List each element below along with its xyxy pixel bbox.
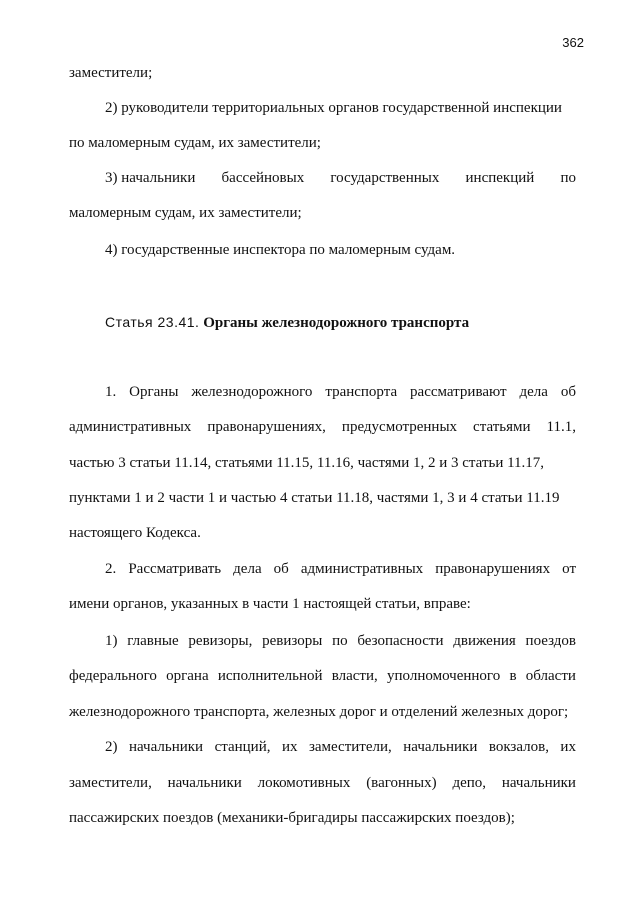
text-word: железнодорожного xyxy=(191,384,313,400)
text-word: локомотивных xyxy=(257,775,351,791)
text-word: области xyxy=(525,668,576,684)
text-word: об xyxy=(273,561,289,577)
text-word: заместители, xyxy=(69,775,152,791)
text-word: в xyxy=(509,668,517,684)
text-word: 2. xyxy=(105,561,117,577)
text-line: маломерным судам, их заместители; xyxy=(69,205,302,221)
text-word: исполнительной xyxy=(217,668,323,684)
text-word: предусмотренных xyxy=(341,419,458,435)
text-word: бассейновых xyxy=(221,170,305,186)
text-word: от xyxy=(562,561,576,577)
text-word: дела xyxy=(519,384,548,400)
text-line xyxy=(105,383,576,401)
text-line xyxy=(69,667,576,685)
text-word: (вагонных) xyxy=(366,775,437,791)
text-word: 1. xyxy=(105,384,117,400)
text-word: органа xyxy=(166,668,209,684)
text-word: главные xyxy=(127,633,179,649)
text-word: уполномоченного xyxy=(387,668,501,684)
text-word: по xyxy=(560,170,576,186)
text-line: настоящего Кодекса. xyxy=(69,525,201,541)
text-word: правонарушениях, xyxy=(207,419,326,435)
text-word: об xyxy=(560,384,576,400)
text-line xyxy=(69,774,576,792)
text-word: 2) xyxy=(105,739,118,755)
text-word: ревизоры, xyxy=(188,633,253,649)
text-word: федерального xyxy=(69,668,157,684)
text-word: начальники xyxy=(128,739,204,755)
article-title: Органы железнодорожного транспорта xyxy=(203,315,470,331)
text-word: правонарушениях xyxy=(435,561,551,577)
text-word: начальники xyxy=(501,775,576,791)
text-line: по маломерным судам, их заместители; xyxy=(69,135,321,151)
text-word: начальники xyxy=(403,739,478,755)
text-line xyxy=(105,169,576,187)
text-line: имени органов, указанных в части 1 настоящей статьи, вправе: xyxy=(69,596,471,612)
text-word: ревизоры xyxy=(262,633,323,649)
text-word: транспорта xyxy=(325,384,398,400)
text-word: станций, xyxy=(214,739,271,755)
text-word: начальники xyxy=(167,775,242,791)
text-line: железнодорожного транспорта, железных дорог и отделений железных дорог; xyxy=(69,704,569,720)
text-line: пассажирских поездов (механики-бригадиры пассажирских поездов); xyxy=(69,810,515,826)
article-heading xyxy=(105,313,469,332)
text-word: их xyxy=(560,739,576,755)
text-word: поездов xyxy=(525,633,576,649)
text-word: вокзалов, xyxy=(488,739,549,755)
text-word: рассматривают xyxy=(410,384,507,400)
text-line: 2) руководители территориальных органов государственной инспекции xyxy=(105,100,562,116)
text-word: статьями xyxy=(473,419,531,435)
text-line: пунктами 1 и 2 части 1 и частью 4 статьи 11.18, частями 1, 3 и 4 статьи 11.19 xyxy=(69,490,560,506)
text-line xyxy=(69,418,576,436)
page-number: 362 xyxy=(562,35,584,50)
article-number: Статья 23.41. xyxy=(105,314,200,330)
text-word: по xyxy=(332,633,348,649)
text-word: инспекций xyxy=(465,170,535,186)
text-line xyxy=(105,738,576,756)
text-word: административных xyxy=(69,419,192,435)
text-word: их xyxy=(281,739,298,755)
text-word: 11.1, xyxy=(546,419,576,435)
text-word: государственных xyxy=(330,170,440,186)
text-word: заместители, xyxy=(308,739,392,755)
text-word: дела xyxy=(233,561,262,577)
text-word: безопасности xyxy=(357,633,444,649)
text-line xyxy=(105,632,576,650)
text-line xyxy=(105,560,576,578)
text-line: частью 3 статьи 11.14, статьями 11.15, 11.16, частями 1, 2 и 3 статьи 11.17, xyxy=(69,455,545,471)
text-word: 3) начальники xyxy=(105,170,196,186)
text-word: власти, xyxy=(331,668,378,684)
text-word: Рассматривать xyxy=(128,561,222,577)
text-line: 4) государственные инспектора по маломерным судам. xyxy=(105,242,456,258)
text-word: Органы xyxy=(129,384,179,400)
text-line: заместители; xyxy=(69,65,153,81)
text-word: движения xyxy=(453,633,516,649)
text-word: 1) xyxy=(105,633,118,649)
text-word: административных xyxy=(300,561,424,577)
text-word: депо, xyxy=(452,775,487,791)
